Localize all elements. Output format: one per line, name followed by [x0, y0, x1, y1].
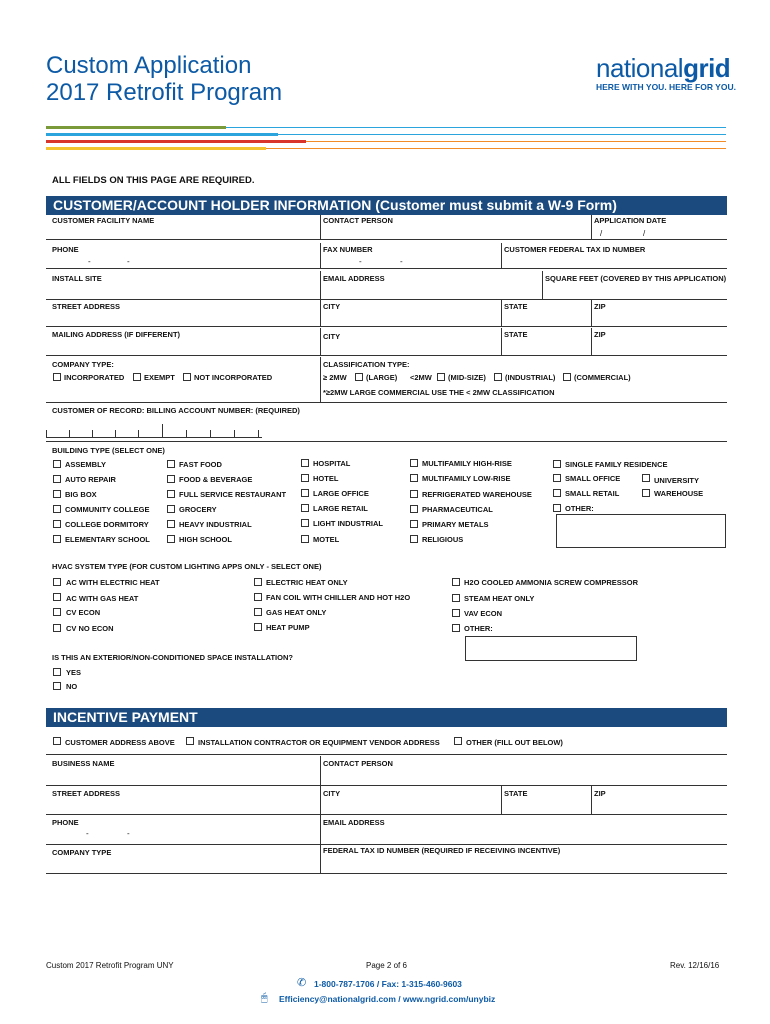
zip-label: ZIP — [594, 302, 606, 311]
fax-separator: - — [400, 257, 403, 266]
building-option: WAREHOUSE — [654, 489, 704, 498]
row-line — [46, 326, 727, 327]
large-label: (LARGE) — [366, 373, 398, 382]
incentive-email-label: EMAIL ADDRESS — [323, 818, 385, 827]
row-line — [46, 441, 727, 442]
state-label-2: STATE — [504, 330, 528, 339]
building-option: GROCERY — [179, 505, 217, 514]
row-line — [46, 239, 727, 240]
building-checkbox[interactable] — [301, 519, 309, 527]
contact-person-field[interactable] — [323, 226, 588, 238]
building-option: SINGLE FAMILY RESIDENCE — [565, 460, 668, 469]
incentive-phone-label: PHONE — [52, 818, 79, 827]
logo-light: national — [596, 53, 684, 83]
square-feet-label: SQUARE FEET (COVERED BY THIS APPLICATION) — [545, 274, 727, 283]
row-line — [46, 299, 727, 300]
building-checkbox[interactable] — [53, 490, 61, 498]
building-checkbox[interactable] — [301, 504, 309, 512]
required-note: ALL FIELDS ON THIS PAGE ARE REQUIRED. — [52, 175, 255, 186]
hvac-option: STEAM HEAT ONLY — [464, 594, 535, 603]
divider — [320, 786, 321, 814]
logo-tagline: HERE WITH YOU. HERE FOR YOU. — [596, 82, 736, 92]
divider — [501, 243, 502, 268]
incentive-customer-checkbox[interactable] — [53, 737, 61, 745]
classification-note: *≥2MW LARGE COMMERCIAL USE THE < 2MW CLASSIFICATION — [323, 388, 555, 397]
row-line — [46, 873, 727, 874]
building-checkbox[interactable] — [53, 505, 61, 513]
building-option: LARGE RETAIL — [313, 504, 368, 513]
digit-tick — [258, 430, 259, 437]
title-line-2: 2017 Retrofit Program — [46, 79, 283, 106]
state-label: STATE — [504, 302, 528, 311]
title-line-1: Custom Application — [46, 52, 252, 79]
building-checkbox[interactable] — [53, 535, 61, 543]
hvac-option: OTHER: — [464, 624, 493, 633]
building-option: SMALL OFFICE — [565, 474, 621, 483]
state-field[interactable] — [504, 312, 588, 324]
building-checkbox[interactable] — [53, 520, 61, 528]
divider — [320, 328, 321, 355]
building-option: UNIVERSITY — [654, 476, 700, 485]
building-option: HOSPITAL — [313, 459, 351, 468]
application-date-label: APPLICATION DATE — [594, 216, 667, 225]
fax-separator: - — [359, 257, 362, 266]
hvac-checkbox[interactable] — [53, 593, 61, 601]
building-checkbox[interactable] — [301, 535, 309, 543]
hvac-checkbox[interactable] — [452, 609, 460, 617]
building-option: AUTO REPAIR — [65, 475, 116, 484]
square-feet-field[interactable] — [545, 285, 725, 297]
hvac-checkbox[interactable] — [452, 578, 460, 586]
building-checkbox[interactable] — [301, 474, 309, 482]
phone-separator: - — [88, 257, 91, 266]
stripe-orange-2 — [266, 148, 726, 149]
zip-label-2: ZIP — [594, 330, 606, 339]
stripe-cyan — [226, 127, 726, 128]
hvac-option: AC WITH GAS HEAT — [66, 594, 139, 603]
hvac-option: VAV ECON — [464, 609, 503, 618]
incorporated-label: INCORPORATED — [64, 373, 125, 382]
mailing-address-field[interactable] — [52, 341, 318, 353]
ge-2mw-label: ≥ 2MW — [323, 373, 347, 382]
divider — [320, 215, 321, 239]
hvac-checkbox[interactable] — [254, 623, 262, 631]
divider — [501, 328, 502, 355]
customer-info-header: CUSTOMER/ACCOUNT HOLDER INFORMATION (Customer must submit a W-9 Form) — [46, 196, 727, 215]
row-line — [46, 402, 727, 403]
date-separator: / — [600, 229, 603, 238]
building-checkbox[interactable] — [410, 474, 418, 482]
building-option: LIGHT INDUSTRIAL — [313, 519, 383, 528]
footer-phone: 1-800-787-1706 / Fax: 1-315-460-9603 — [314, 979, 462, 989]
divider — [320, 300, 321, 326]
incentive-zip-label: ZIP — [594, 789, 606, 798]
row-line — [46, 785, 727, 786]
mailing-state-field[interactable] — [504, 341, 588, 353]
billing-account-label: CUSTOMER OF RECORD: BILLING ACCOUNT NUMBER: (REQUIRED) — [52, 406, 300, 415]
stripe-blue — [46, 133, 278, 136]
building-checkbox[interactable] — [167, 535, 175, 543]
national-grid-logo — [596, 53, 730, 84]
phone-label: PHONE — [52, 245, 79, 254]
row-line — [46, 268, 727, 269]
incentive-state-field[interactable] — [504, 800, 588, 812]
digit-tick — [69, 430, 70, 437]
incentive-contact-label: CONTACT PERSON — [323, 759, 393, 768]
building-option: MULTIFAMILY HIGH-RISE — [422, 459, 512, 468]
incentive-zip-field[interactable] — [594, 800, 724, 812]
business-name-label: BUSINESS NAME — [52, 759, 115, 768]
building-option: HOTEL — [313, 474, 339, 483]
footer-program: Custom 2017 Retrofit Program UNY — [46, 961, 174, 970]
footer-email-web[interactable]: Efficiency@nationalgrid.com / www.ngrid.com/unybiz — [279, 994, 496, 1004]
city-label-2: CITY — [323, 332, 341, 341]
billing-account-field[interactable] — [46, 424, 262, 437]
digit-tick — [92, 430, 93, 437]
building-option: COLLEGE DORMITORY — [65, 520, 149, 529]
building-checkbox[interactable] — [53, 460, 61, 468]
row-line — [46, 754, 727, 755]
hvac-option: GAS HEAT ONLY — [266, 608, 327, 617]
stripe-orange — [306, 141, 726, 142]
building-option: HIGH SCHOOL — [179, 535, 232, 544]
street-address-label: STREET ADDRESS — [52, 302, 121, 311]
building-option: LARGE OFFICE — [313, 489, 369, 498]
building-checkbox[interactable] — [167, 490, 175, 498]
hvac-checkbox[interactable] — [53, 608, 61, 616]
building-checkbox[interactable] — [410, 505, 418, 513]
exempt-label: EXEMPT — [144, 373, 175, 382]
digit-tick — [46, 430, 47, 437]
divider — [591, 300, 592, 326]
building-option: OTHER: — [565, 504, 594, 513]
hvac-checkbox[interactable] — [452, 594, 460, 602]
building-checkbox[interactable] — [167, 520, 175, 528]
not-incorporated-checkbox[interactable] — [183, 373, 191, 381]
building-checkbox[interactable] — [167, 505, 175, 513]
building-checkbox[interactable] — [553, 504, 561, 512]
building-other-textbox[interactable] — [556, 514, 726, 548]
hvac-option: CV NO ECON — [66, 624, 114, 633]
building-checkbox[interactable] — [642, 489, 650, 497]
incentive-contractor-checkbox[interactable] — [186, 737, 194, 745]
hvac-checkbox[interactable] — [254, 608, 262, 616]
building-checkbox[interactable] — [410, 490, 418, 498]
row-line — [46, 844, 727, 845]
building-checkbox[interactable] — [553, 460, 561, 468]
stripe-cyan-2 — [278, 134, 726, 135]
exempt-checkbox[interactable] — [133, 373, 141, 381]
hvac-option: HEAT PUMP — [266, 623, 310, 632]
install-site-field[interactable] — [52, 285, 318, 297]
email-field[interactable] — [323, 285, 539, 297]
exterior-yes-label: YES — [66, 668, 82, 677]
building-option: ASSEMBLY — [65, 460, 106, 469]
building-checkbox[interactable] — [553, 474, 561, 482]
incentive-company-type-label: COMPANY TYPE — [52, 848, 112, 857]
divider — [320, 845, 321, 873]
incentive-company-type-field[interactable] — [52, 859, 318, 871]
tax-id-field[interactable] — [504, 255, 724, 267]
mailing-zip-field[interactable] — [594, 341, 724, 353]
divider — [320, 357, 321, 402]
building-option: HEAVY INDUSTRIAL — [179, 520, 252, 529]
divider — [591, 328, 592, 355]
hvac-heading: HVAC SYSTEM TYPE (FOR CUSTOM LIGHTING APPS ONLY - SELECT ONE) — [52, 562, 322, 571]
building-checkbox[interactable] — [53, 475, 61, 483]
divider — [501, 300, 502, 326]
hvac-option: H2O COOLED AMMONIA SCREW COMPRESSOR — [464, 578, 639, 587]
hvac-checkbox[interactable] — [254, 578, 262, 586]
mouse-icon: 🖱 — [261, 992, 268, 1004]
hvac-option: ELECTRIC HEAT ONLY — [266, 578, 348, 587]
building-option: RELIGIOUS — [422, 535, 464, 544]
building-option: ELEMENTARY SCHOOL — [65, 535, 150, 544]
digit-tick — [115, 430, 116, 437]
city-label: CITY — [323, 302, 341, 311]
date-separator: / — [643, 229, 646, 238]
incentive-email-field[interactable] — [323, 829, 723, 842]
incentive-option: OTHER (FILL OUT BELOW) — [466, 738, 563, 747]
divider — [542, 271, 543, 299]
mailing-city-field[interactable] — [323, 342, 498, 354]
incentive-option: CUSTOMER ADDRESS ABOVE — [65, 738, 175, 747]
hvac-other-textbox[interactable] — [465, 636, 637, 661]
business-name-field[interactable] — [52, 770, 318, 783]
incentive-contact-field[interactable] — [323, 770, 723, 783]
incentive-payment-header: INCENTIVE PAYMENT — [46, 708, 727, 727]
building-option: REFRIGERATED WAREHOUSE — [422, 490, 532, 499]
building-checkbox[interactable] — [167, 475, 175, 483]
fax-label: FAX NUMBER — [323, 245, 373, 254]
exterior-question: IS THIS AN EXTERIOR/NON-CONDITIONED SPACE INSTALLATION? — [52, 653, 293, 662]
street-address-field[interactable] — [52, 312, 318, 324]
incentive-street-label: STREET ADDRESS — [52, 789, 121, 798]
fed-tax-id-field[interactable] — [323, 859, 723, 871]
incentive-city-label: CITY — [323, 789, 341, 798]
industrial-checkbox[interactable] — [494, 373, 502, 381]
divider — [320, 271, 321, 299]
stripe-green — [46, 126, 226, 129]
building-option: FAST FOOD — [179, 460, 222, 469]
stripe-red — [46, 140, 306, 143]
not-incorporated-label: NOT INCORPORATED — [194, 373, 273, 382]
footer-page-number: Page 2 of 6 — [366, 961, 407, 970]
incentive-phone-field[interactable] — [52, 829, 318, 842]
phone-field[interactable] — [52, 255, 318, 267]
stripe-yellow — [46, 147, 266, 150]
logo-bold: grid — [683, 53, 731, 83]
zip-field[interactable] — [594, 312, 724, 324]
building-checkbox[interactable] — [301, 459, 309, 467]
phone-separator: - — [127, 257, 130, 266]
classification-type-label: CLASSIFICATION TYPE: — [323, 360, 410, 369]
page-title — [46, 52, 282, 106]
hvac-option: AC WITH ELECTRIC HEAT — [66, 578, 160, 587]
hvac-checkbox[interactable] — [53, 578, 61, 586]
building-option: PRIMARY METALS — [422, 520, 489, 529]
building-checkbox[interactable] — [410, 520, 418, 528]
hvac-checkbox[interactable] — [254, 593, 262, 601]
divider — [501, 786, 502, 814]
incentive-other-checkbox[interactable] — [454, 737, 462, 745]
incentive-option: INSTALLATION CONTRACTOR OR EQUIPMENT VENDOR ADDRESS — [198, 738, 440, 747]
digit-tick — [210, 430, 211, 437]
row-line — [46, 355, 727, 356]
email-label: EMAIL ADDRESS — [323, 274, 385, 283]
exterior-yes-checkbox[interactable] — [53, 668, 61, 676]
mid-size-checkbox[interactable] — [437, 373, 445, 381]
building-option: PHARMACEUTICAL — [422, 505, 493, 514]
building-checkbox[interactable] — [410, 535, 418, 543]
large-checkbox[interactable] — [355, 373, 363, 381]
install-site-label: INSTALL SITE — [52, 274, 102, 283]
footer-revision: Rev. 12/16/16 — [670, 961, 720, 970]
digit-tick — [186, 430, 187, 437]
incentive-city-field[interactable] — [323, 800, 498, 812]
hvac-checkbox[interactable] — [53, 624, 61, 632]
facility-name-field[interactable] — [52, 226, 318, 238]
building-option: SMALL RETAIL — [565, 489, 620, 498]
divider — [320, 243, 321, 268]
incorporated-checkbox[interactable] — [53, 373, 61, 381]
digit-tick — [162, 424, 163, 437]
building-option: MOTEL — [313, 535, 340, 544]
building-option: MULTIFAMILY LOW-RISE — [422, 474, 511, 483]
digit-tick — [234, 430, 235, 437]
row-line — [46, 814, 727, 815]
industrial-label: (INDUSTRIAL) — [505, 373, 556, 382]
contact-person-label: CONTACT PERSON — [323, 216, 393, 225]
building-checkbox[interactable] — [642, 474, 650, 482]
exterior-no-checkbox[interactable] — [53, 682, 61, 690]
company-type-label: COMPANY TYPE: — [52, 360, 114, 369]
lt-2mw-label: <2MW — [410, 373, 432, 382]
phone-icon: ✆ — [297, 977, 307, 989]
hvac-option: FAN COIL WITH CHILLER AND HOT H2O — [266, 593, 411, 602]
divider — [591, 786, 592, 814]
building-checkbox[interactable] — [301, 489, 309, 497]
facility-name-label: CUSTOMER FACILITY NAME — [52, 216, 155, 225]
building-option: FULL SERVICE RESTAURANT — [179, 490, 287, 499]
application-date-field[interactable] — [594, 226, 724, 238]
building-option: FOOD & BEVERAGE — [179, 475, 253, 484]
divider — [320, 815, 321, 844]
mailing-address-label: MAILING ADDRESS (IF DIFFERENT) — [52, 330, 181, 339]
building-option: BIG BOX — [65, 490, 97, 499]
building-checkbox[interactable] — [410, 459, 418, 467]
divider — [591, 215, 592, 239]
divider — [320, 756, 321, 785]
hvac-option: CV ECON — [66, 608, 101, 617]
building-option: COMMUNITY COLLEGE — [65, 505, 150, 514]
building-checkbox[interactable] — [167, 460, 175, 468]
phone-separator: - — [127, 829, 130, 838]
building-type-heading: BUILDING TYPE (SELECT ONE) — [52, 446, 165, 455]
tax-id-label: CUSTOMER FEDERAL TAX ID NUMBER — [504, 245, 646, 254]
commercial-checkbox[interactable] — [563, 373, 571, 381]
incentive-state-label: STATE — [504, 789, 528, 798]
fax-field[interactable] — [323, 255, 498, 267]
commercial-label: (COMMERCIAL) — [574, 373, 631, 382]
building-checkbox[interactable] — [553, 489, 561, 497]
fed-tax-id-label: FEDERAL TAX ID NUMBER (REQUIRED IF RECEIVING INCENTIVE) — [323, 846, 561, 855]
city-field[interactable] — [323, 312, 498, 324]
mid-size-label: (MID-SIZE) — [448, 373, 486, 382]
hvac-checkbox[interactable] — [452, 624, 460, 632]
phone-separator: - — [86, 829, 89, 838]
incentive-street-field[interactable] — [52, 800, 318, 812]
exterior-no-label: NO — [66, 682, 78, 691]
digit-tick — [138, 430, 139, 437]
account-number-line — [46, 437, 262, 438]
